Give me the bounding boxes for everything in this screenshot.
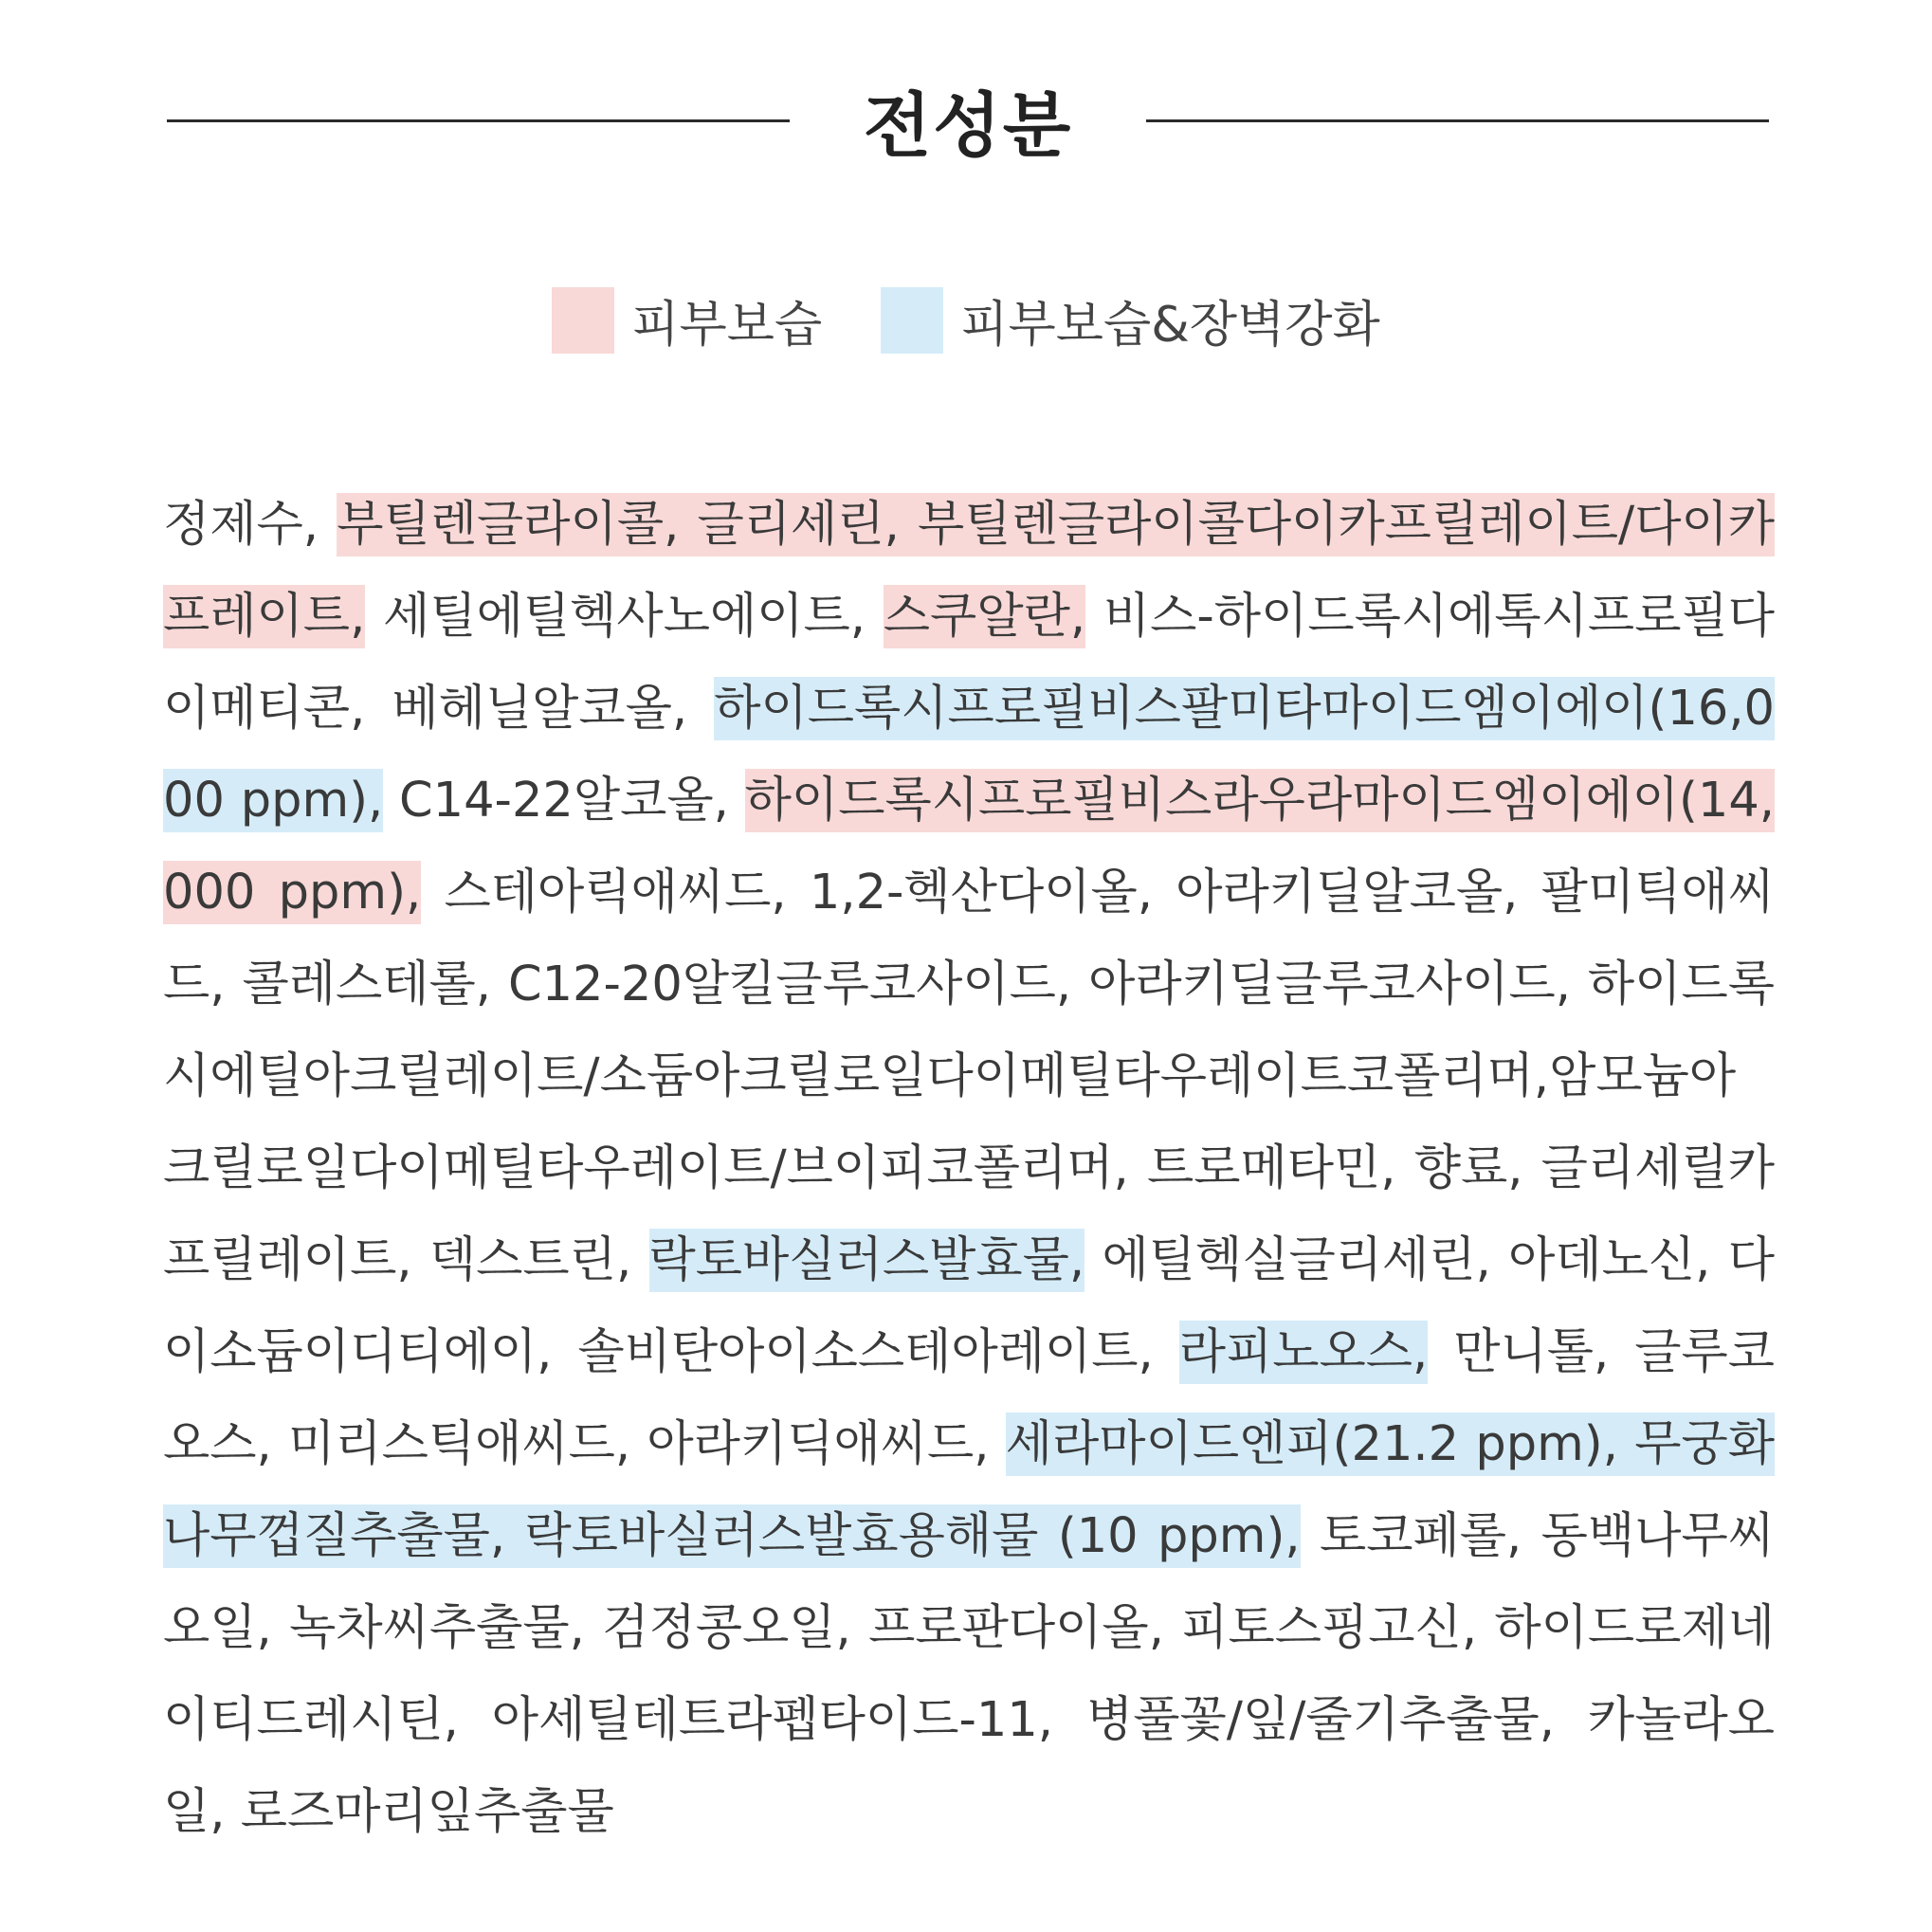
section-header bbox=[167, 68, 1769, 173]
ingredient-segment-highlight: 락토바실러스발효물, bbox=[649, 1229, 1085, 1292]
ingredient-segment: 에틸헥실글리세린, 아데노신, 다이소듐이디티에이, 솔비탄아이소스테아레이트, bbox=[163, 1232, 1775, 1380]
ingredient-segment-highlight: 하이드록시프로필비스팔미타마이드엠이에이(16,000 ppm), bbox=[163, 677, 1775, 832]
legend bbox=[0, 284, 1932, 355]
ingredient-segment-highlight: 스쿠알란, bbox=[884, 585, 1085, 648]
header-right-rule bbox=[1146, 119, 1769, 122]
ingredient-list bbox=[163, 479, 1775, 1858]
ingredient-segment: C14-22알코올, bbox=[383, 773, 745, 829]
header-left-rule bbox=[167, 119, 790, 122]
section-title: 전성분 bbox=[863, 85, 1073, 167]
ingredient-segment: 토코페롤, 동백나무씨오일, 녹차씨추출물, 검정콩오일, 프로판다이올, 피토스핑고신, 하이드로제네이티드레시틴, 아세틸테트라펩타이드-11, 병풀꽃/잎/줄기추출물, 카놀라오일, 로즈마리잎추출물 bbox=[163, 1508, 1776, 1840]
ingredient-segment: 세틸에틸헥사노에이트, bbox=[365, 589, 884, 645]
legend-label-moisture-barrier: 피부보습&장벽강화 bbox=[960, 297, 1380, 354]
ingredient-segment: 정제수, bbox=[163, 497, 337, 553]
ingredient-segment-highlight: 라피노오스, bbox=[1179, 1321, 1429, 1384]
legend-swatch-moisture bbox=[552, 287, 614, 354]
ingredient-segment-highlight: 세라마이드엔피(21.2 ppm), 무궁화나무껍질추출물, 락토바실러스발효용해물 (10 ppm), bbox=[163, 1413, 1775, 1568]
ingredient-segment: 만니톨, 글루코오스, 미리스틱애씨드, 아라키딕애씨드, bbox=[163, 1324, 1776, 1472]
legend-item-moisture bbox=[552, 284, 822, 355]
ingredient-segment: 비스-하이드록시에톡시프로필다이메티콘, 베헤닐알코올, bbox=[163, 589, 1776, 737]
legend-label-moisture: 피부보습 bbox=[631, 297, 823, 354]
legend-item-moisture-barrier bbox=[881, 284, 1379, 355]
ingredient-segment-highlight: 하이드록시프로필비스라우라마이드엠이에이(14,000 ppm), bbox=[163, 769, 1775, 924]
ingredient-segment-highlight: 부틸렌글라이콜, 글리세린, 부틸렌글라이콜다이카프릴레이트/다이카프레이트, bbox=[163, 493, 1775, 648]
ingredient-segment: 스테아릭애씨드, 1,2-헥산다이올, 아라키딜알코올, 팔미틱애씨드, 콜레스테롤, C12-20알킬글루코사이드, 아라키딜글루코사이드, 하이드록시에틸아크릴레이트/소듐아크릴로일다이메틸타우레이트코폴리머,암모늄아크릴로일다이메틸타우레이트/브이피코폴리머, 트로메타민, 향료, 글리세릴카프릴레이트, 덱스트린, bbox=[163, 865, 1775, 1288]
legend-swatch-moisture-barrier bbox=[881, 287, 943, 354]
